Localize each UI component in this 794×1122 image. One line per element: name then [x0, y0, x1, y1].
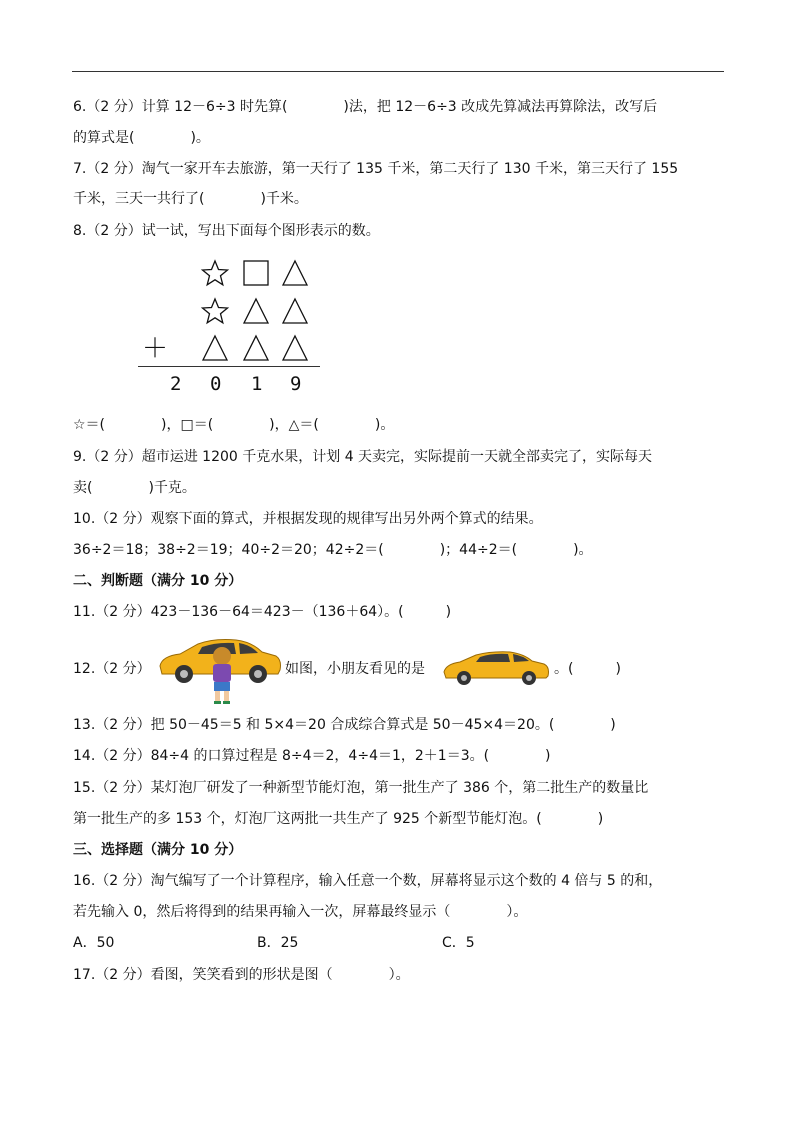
q16-option-a: A．50 — [73, 935, 115, 951]
triangle-icon — [280, 296, 310, 326]
q6-line1: 6.（2 分）计算 12－6÷3 时先算( )法，把 12－6÷3 改成先算减法再算除法，改写后 — [73, 99, 658, 115]
q6-line2: 的算式是( )。 — [73, 130, 210, 146]
star-icon — [200, 258, 230, 288]
q16-line1: 16.（2 分）淘气编写了一个计算程序，输入任意一个数，屏幕将显示这个数的 4 倍与 5 的和， — [73, 873, 663, 889]
q10-equations: 36÷2＝18；38÷2＝19；40÷2＝20；42÷2＝( )；44÷2＝( )。 — [73, 542, 593, 558]
car-side-image — [440, 650, 552, 688]
q7-line1: 7.（2 分）淘气一家开车去旅游，第一天行了 135 千米，第二天行了 130 千米，第三天行了 155 — [73, 161, 679, 177]
triangle-icon — [280, 258, 310, 288]
q9-line2: 卖( )千克。 — [73, 480, 196, 496]
q12-label: 12.（2 分） — [73, 661, 151, 677]
q14-line: 14.（2 分）84÷4 的口算过程是 8÷4＝2，4÷4＝1，2＋1＝3。( ) — [73, 748, 551, 764]
result-digit: 1 — [251, 373, 263, 395]
q12-answer-paren: 。( ) — [554, 661, 621, 677]
q9-line1: 9.（2 分）超市运进 1200 千克水果，计划 4 天卖完，实际提前一天就全部卖完了，实际每天 — [73, 449, 653, 465]
triangle-icon — [241, 296, 271, 326]
triangle-icon — [200, 333, 230, 363]
q8-line: 8.（2 分）试一试，写出下面每个图形表示的数。 — [73, 223, 380, 239]
triangle-icon — [241, 333, 271, 363]
q10-line: 10.（2 分）观察下面的算式，并根据发现的规律写出另外两个算式的结果。 — [73, 511, 543, 527]
q16-line2: 若先输入 0，然后将得到的结果再输入一次，屏幕最终显示（ ）。 — [73, 904, 528, 920]
q15-line1: 15.（2 分）某灯泡厂研发了一种新型节能灯泡，第一批生产了 386 个，第二批生产的数量比 — [73, 780, 649, 796]
q17-line: 17.（2 分）看图，笑笑看到的形状是图（ ）。 — [73, 967, 410, 983]
q12-text: 如图，小朋友看见的是 — [285, 661, 425, 677]
plus-sign: ＋ — [142, 334, 169, 364]
square-icon — [241, 258, 271, 288]
q8-answer-line: ☆＝( )，□＝( )，△＝( )。 — [73, 417, 395, 433]
result-digit: 0 — [210, 373, 222, 395]
header-rule — [72, 71, 724, 72]
q13-line: 13.（2 分）把 50－45＝5 和 5×4＝20 合成综合算式是 50－45×4＝20。( ) — [73, 717, 616, 733]
star-icon — [200, 296, 230, 326]
section-title-choice: 三、选择题（满分 10 分） — [73, 842, 243, 858]
q16-option-b: B．25 — [257, 935, 299, 951]
q16-option-c: C．5 — [442, 935, 475, 951]
q11-line: 11.（2 分）423－136－64＝423－（136＋64）。( ) — [73, 604, 452, 620]
sum-rule — [138, 366, 320, 367]
q15-line2: 第一批生产的多 153 个，灯泡厂这两批一共生产了 925 个新型节能灯泡。( ) — [73, 811, 604, 827]
car-with-child-image — [154, 630, 284, 706]
q7-line2: 千米，三天一共行了( )千米。 — [73, 191, 308, 207]
section-title-judgement: 二、判断题（满分 10 分） — [73, 573, 243, 589]
result-digit: 2 — [170, 373, 182, 395]
triangle-icon — [280, 333, 310, 363]
result-digit: 9 — [290, 373, 302, 395]
